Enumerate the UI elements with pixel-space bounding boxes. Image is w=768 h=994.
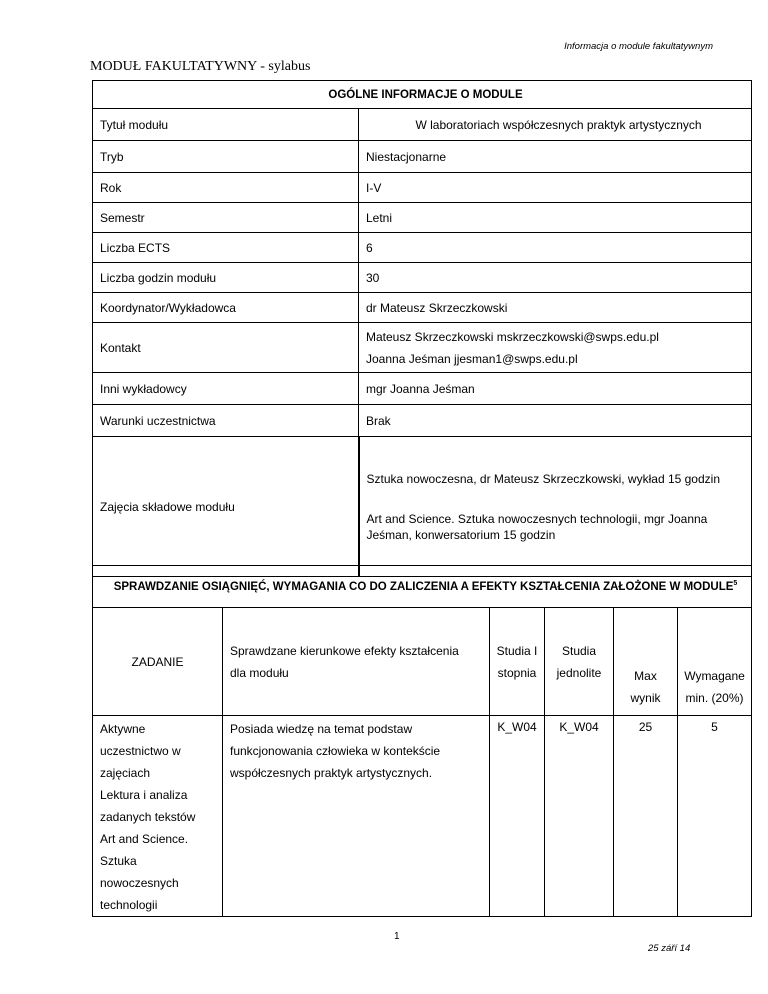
task-line: Lektura i analiza bbox=[100, 788, 188, 802]
components-value bbox=[359, 437, 752, 577]
row-label: Inni wykładowcy bbox=[93, 373, 359, 405]
task-line: Art and Science. bbox=[100, 832, 189, 846]
col-studia2-line: jednolite bbox=[556, 665, 602, 680]
col-studia1-line: Studia I bbox=[496, 643, 538, 658]
row-label: Liczba ECTS bbox=[93, 233, 359, 263]
table-row bbox=[93, 141, 752, 173]
footnote-marker: 5 bbox=[733, 580, 738, 588]
assessment-table bbox=[92, 565, 752, 917]
component-item: Art and Science. Sztuka nowoczesnych technologii, mgr Joanna bbox=[366, 511, 708, 526]
assessment-heading-row bbox=[93, 566, 752, 608]
table-row bbox=[93, 109, 752, 141]
col-studia1-line: stopnia bbox=[497, 665, 537, 680]
row-value: dr Mateusz Skrzeczkowski bbox=[359, 293, 752, 323]
row-label: Liczba godzin modułu bbox=[93, 263, 359, 293]
row-label: Tytuł modułu bbox=[93, 109, 359, 141]
contact-line: Joanna Jeśman jjesman1@swps.edu.pl bbox=[366, 351, 578, 366]
contact-label: Kontakt bbox=[93, 323, 359, 373]
task-line: uczestnictwo w bbox=[100, 744, 181, 758]
assessment-heading bbox=[93, 566, 752, 608]
general-info-table bbox=[92, 80, 752, 577]
contact-row bbox=[93, 323, 752, 373]
row-value: Letni bbox=[359, 203, 752, 233]
page-number: 1 bbox=[394, 931, 400, 942]
col-studia2 bbox=[545, 608, 614, 716]
row-value: I-V bbox=[359, 173, 752, 203]
row-value: Niestacjonarne bbox=[359, 141, 752, 173]
row-label: Semestr bbox=[93, 203, 359, 233]
col-task: ZADANIE bbox=[93, 608, 223, 716]
task-line: nowoczesnych bbox=[100, 876, 179, 890]
row-value: 6 bbox=[359, 233, 752, 263]
col-max bbox=[614, 608, 678, 716]
table-row bbox=[93, 263, 752, 293]
table-row bbox=[93, 173, 752, 203]
effect-line: współczesnych praktyk artystycznych. bbox=[230, 766, 433, 780]
task-line: Sztuka bbox=[100, 854, 137, 868]
row-value: W laboratoriach współczesnych praktyk artystycznych bbox=[359, 109, 752, 141]
col-effects bbox=[223, 608, 490, 716]
document-title: MODUŁ FAKULTATYWNY - sylabus bbox=[90, 59, 311, 74]
row-label: Rok bbox=[93, 173, 359, 203]
row-value: 30 bbox=[359, 263, 752, 293]
col-max-line: wynik bbox=[630, 691, 661, 705]
col-required bbox=[678, 608, 752, 716]
contact-line: Mateusz Skrzeczkowski mskrzeczkowski@swps.edu.pl bbox=[366, 329, 659, 344]
component-item: Sztuka nowoczesna, dr Mateusz Skrzeczkowski, wykład 15 godzin bbox=[366, 471, 720, 486]
col-studia2-line: Studia bbox=[561, 643, 597, 658]
row-label: Tryb bbox=[93, 141, 359, 173]
task-line: zajęciach bbox=[100, 766, 151, 780]
assessment-heading-text: SPRAWDZANIE OSIĄGNIĘĆ, WYMAGANIA CO DO ZALICZENIA A EFEKTY KSZTAŁCENIA ZAŁOŻONE W MODULE bbox=[113, 580, 734, 593]
table-row bbox=[93, 203, 752, 233]
studia2-cell: K_W04 bbox=[545, 716, 614, 917]
col-max-line: Max bbox=[634, 669, 657, 683]
col-required-line: Wymagane bbox=[684, 669, 745, 683]
table-row bbox=[93, 233, 752, 263]
general-heading: OGÓLNE INFORMACJE O MODULE bbox=[93, 81, 752, 109]
row-label: Koordynator/Wykładowca bbox=[93, 293, 359, 323]
general-heading-row bbox=[93, 81, 752, 109]
table-row bbox=[93, 716, 752, 917]
table-row bbox=[93, 373, 752, 405]
components-label: Zajęcia składowe modułu bbox=[93, 437, 359, 577]
effect-cell bbox=[223, 716, 490, 917]
assessment-header-row bbox=[93, 608, 752, 716]
studia1-cell: K_W04 bbox=[490, 716, 545, 917]
max-cell: 25 bbox=[614, 716, 678, 917]
col-effects-line: Sprawdzane kierunkowe efekty kształcenia bbox=[230, 643, 459, 658]
col-effects-line: dla modułu bbox=[230, 665, 289, 680]
col-studia1 bbox=[490, 608, 545, 716]
row-label: Warunki uczestnictwa bbox=[93, 405, 359, 437]
component-item: Jeśman, konwersatorium 15 godzin bbox=[366, 527, 556, 542]
task-line: technologii bbox=[100, 898, 158, 912]
contact-value bbox=[359, 323, 752, 373]
task-line: zadanych tekstów bbox=[100, 810, 196, 824]
task-cell bbox=[93, 716, 223, 917]
effect-line: Posiada wiedzę na temat podstaw bbox=[230, 722, 413, 736]
row-value: mgr Joanna Jeśman bbox=[359, 373, 752, 405]
task-line: Aktywne bbox=[100, 722, 146, 736]
footer-date: 25 září 14 bbox=[648, 943, 691, 954]
table-row bbox=[93, 293, 752, 323]
table-row bbox=[93, 405, 752, 437]
col-required-line: min. (20%) bbox=[685, 691, 744, 705]
components-row bbox=[93, 437, 752, 577]
effect-line: funkcjonowania człowieka w kontekście bbox=[230, 744, 441, 758]
required-cell: 5 bbox=[678, 716, 752, 917]
row-value: Brak bbox=[359, 405, 752, 437]
header-note: Informacja o module fakultatywnym bbox=[564, 41, 713, 52]
